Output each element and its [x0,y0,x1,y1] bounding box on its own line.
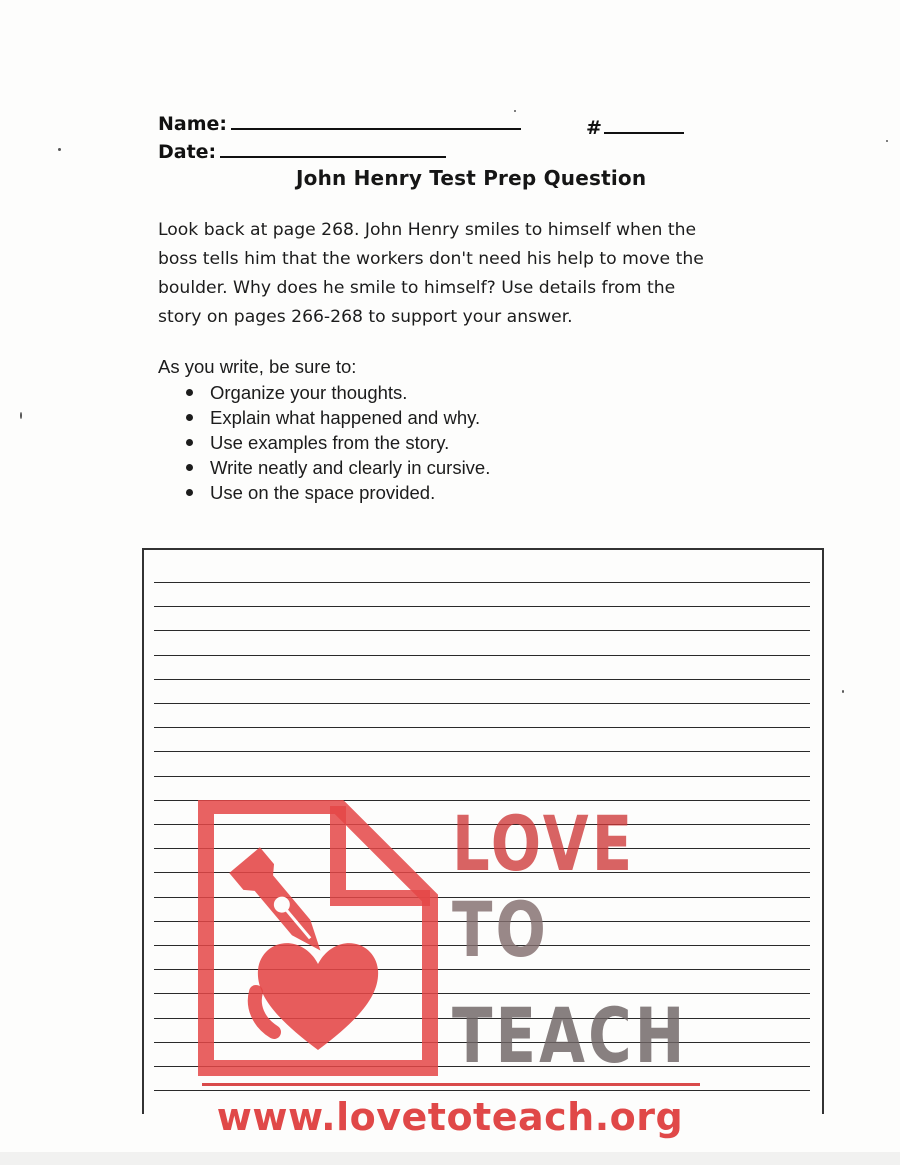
answer-line[interactable] [154,630,810,631]
watermark-underline [202,1083,700,1086]
name-label: Name: [158,113,228,135]
answer-line[interactable] [154,655,810,656]
scan-speck [514,110,516,112]
bullet-icon [186,389,193,396]
prompt-line: Look back at page 268. John Henry smiles to himself when the [158,220,697,240]
scan-speck [886,140,888,142]
list-item-text: Organize your thoughts. [210,382,408,403]
watermark-word-to: TO [452,885,550,974]
bullet-icon [186,414,193,421]
list-item-text: Use examples from the story. [210,432,450,453]
scan-bottom-edge [0,1152,900,1165]
answer-line[interactable] [154,679,810,680]
watermark-word-love: LOVE [452,799,636,888]
list-item [186,430,490,455]
bullet-icon [186,439,193,446]
answer-line[interactable] [154,1090,810,1091]
list-item [186,455,490,480]
watermark-url: www.lovetoteach.org [216,1095,684,1139]
answer-line[interactable] [154,703,810,704]
date-label: Date: [158,141,217,163]
name-field [158,110,521,135]
scan-speck [842,690,844,693]
list-item [186,405,490,430]
question-prompt [158,216,778,332]
instructions-list [186,380,490,505]
date-blank[interactable] [220,138,446,158]
bullet-icon [186,489,193,496]
number-field [586,114,684,139]
answer-line[interactable] [154,582,810,583]
pen-nib-heart-document-icon [198,800,438,1076]
bullet-icon [186,464,193,471]
scan-speck [20,412,22,419]
list-item-text: Explain what happened and why. [210,407,481,428]
answer-line[interactable] [154,606,810,607]
number-label: # [586,117,602,139]
answer-line[interactable] [154,727,810,728]
list-item [186,380,490,405]
answer-line[interactable] [154,751,810,752]
number-blank[interactable] [604,114,684,134]
prompt-line: boss tells him that the workers don't need his help to move the [158,249,704,269]
date-field [158,138,446,163]
worksheet-title: John Henry Test Prep Question [296,166,647,190]
name-blank[interactable] [231,110,521,130]
instructions-heading: As you write, be sure to: [158,356,357,377]
prompt-line: boulder. Why does he smile to himself? Use details from the [158,278,676,298]
answer-line[interactable] [154,776,810,777]
watermark-word-teach: TEACH [452,991,688,1080]
list-item-text: Use on the space provided. [210,482,436,503]
scan-speck [58,148,61,151]
list-item [186,480,490,505]
list-item-text: Write neatly and clearly in cursive. [210,457,491,478]
prompt-line: story on pages 266-268 to support your answer. [158,307,573,327]
